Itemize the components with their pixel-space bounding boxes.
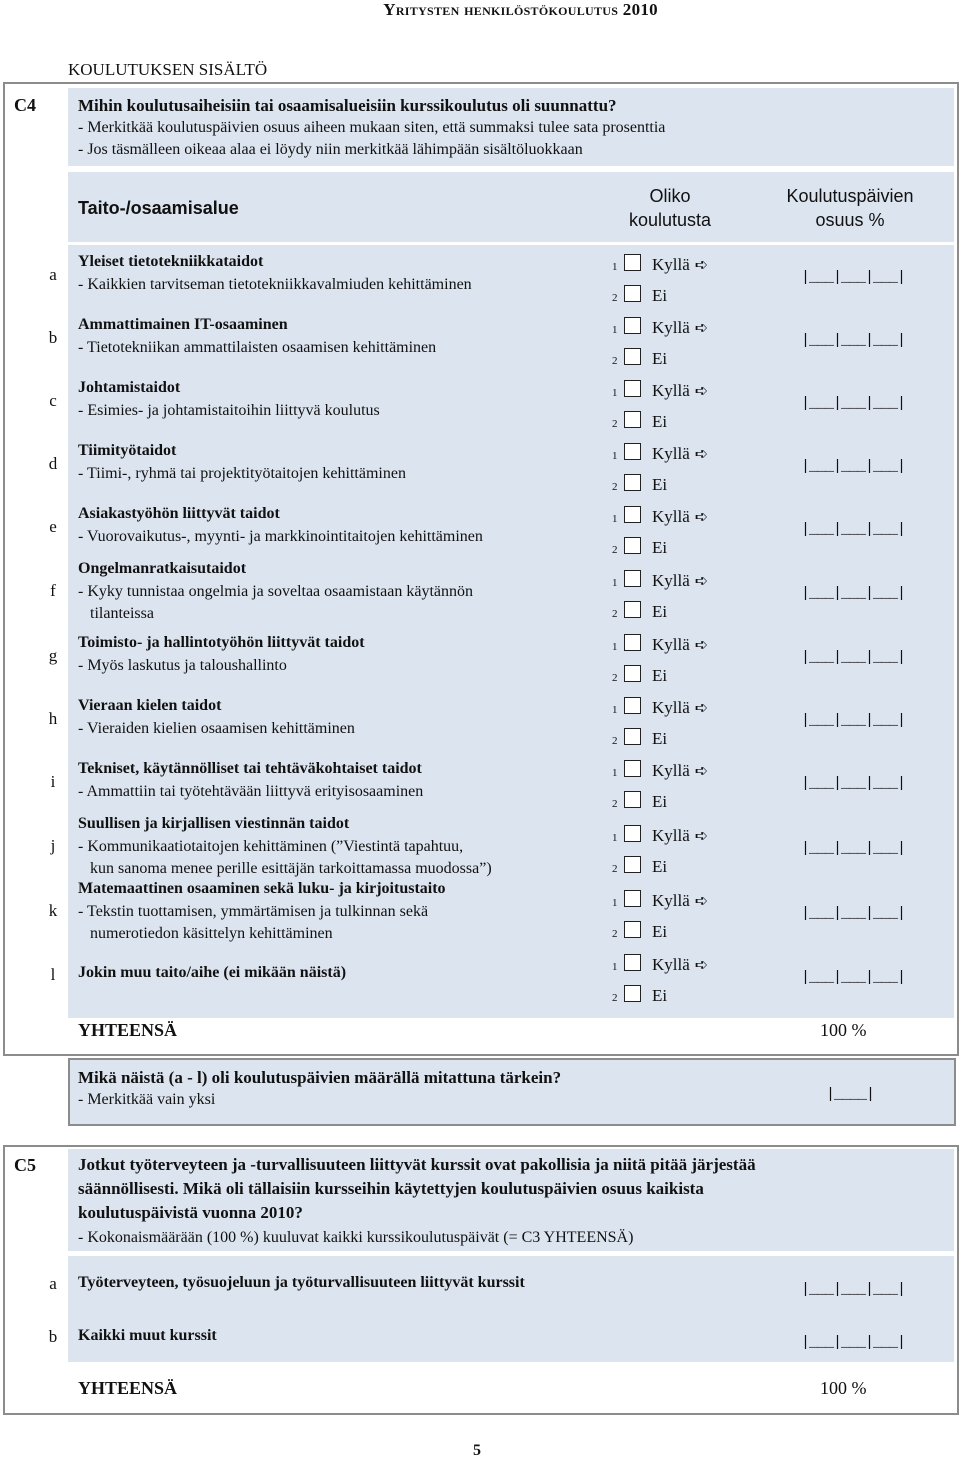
option-yes-label: Kyllä — [652, 507, 690, 526]
option-yes-label: Kyllä — [652, 955, 690, 974]
c5-row-title-b: Kaikki muut kurssit — [78, 1327, 217, 1344]
option-no-a[interactable] — [612, 285, 667, 309]
option-yes-j[interactable] — [612, 825, 708, 849]
row-desc-g: - Myös laskutus ja taloushallinto — [78, 657, 287, 674]
option-yes-c[interactable] — [612, 380, 708, 404]
col-header-had-line1: Oliko — [649, 186, 691, 206]
option-no-number: 2 — [612, 608, 618, 620]
option-yes-number: 1 — [612, 767, 618, 779]
c5-question-line2: säännöllisesti. Mikä oli tällaisiin kursseihin käytettyjen koulutuspäivien osuus kaikista — [78, 1179, 704, 1198]
option-no-label: Ei — [652, 349, 668, 368]
arrow-right-icon: ➪ — [694, 828, 709, 845]
option-no-label: Ei — [652, 286, 668, 305]
c5-row-letter-b: b — [48, 1327, 58, 1346]
row-letter-a: a — [49, 265, 57, 284]
c5-row-share-field-a[interactable]: |___|___|___| — [801, 1281, 906, 1298]
c4-note-1: - Merkitkää koulutuspäivien osuus aiheen mukaan siten, että summaksi tulee sata prosenttia — [78, 119, 666, 136]
row-letter-c: c — [49, 391, 57, 410]
c5-total-label: YHTEENSÄ — [78, 1378, 178, 1398]
option-no-number: 2 — [612, 798, 618, 810]
arrow-right-icon: ➪ — [694, 320, 709, 337]
page-number: 5 — [473, 1442, 481, 1459]
option-yes-number: 1 — [612, 450, 618, 462]
row-title-i: Tekniset, käytännölliset tai tehtäväkohtaiset taidot — [78, 760, 422, 777]
option-yes-number: 1 — [612, 641, 618, 653]
row-letter-g: g — [48, 646, 58, 665]
option-no-label: Ei — [652, 538, 668, 557]
row-title-h: Vieraan kielen taidot — [78, 697, 222, 714]
c5-row-title-a: Työterveyteen, työsuojeluun ja työturvallisuuteen liittyvät kurssit — [78, 1274, 525, 1291]
checkbox-no-e[interactable] — [624, 537, 641, 554]
checkbox-yes-f[interactable] — [624, 570, 641, 587]
c4-code: C4 — [14, 95, 36, 115]
option-yes-number: 1 — [612, 261, 618, 273]
checkbox-yes-h[interactable] — [624, 697, 641, 714]
checkbox-yes-i[interactable] — [624, 760, 641, 777]
option-yes-number: 1 — [612, 577, 618, 589]
checkbox-no-k[interactable] — [624, 921, 641, 938]
arrow-right-icon: ➪ — [694, 573, 709, 590]
row-letter-h: h — [48, 709, 58, 728]
option-no-l[interactable] — [612, 985, 667, 1009]
option-yes-number: 1 — [612, 324, 618, 336]
c4-question: Mihin koulutusaiheisiin tai osaamisalueisiin kurssikoulutus oli suunnattu? — [78, 96, 617, 115]
checkbox-yes-b[interactable] — [624, 317, 641, 334]
important-answer-field[interactable]: |____| — [826, 1086, 875, 1103]
option-yes-l[interactable] — [612, 954, 708, 978]
row-desc-f: - Kyky tunnistaa ongelmia ja soveltaa osaamistaan käytännön — [78, 583, 473, 600]
checkbox-no-i[interactable] — [624, 791, 641, 808]
option-yes-a[interactable] — [612, 254, 708, 278]
option-yes-label: Kyllä — [652, 444, 690, 463]
share-field-h[interactable]: |___|___|___| — [801, 712, 906, 729]
row-desc2-f: tilanteissa — [90, 605, 154, 622]
row-title-l: Jokin muu taito/aihe (ei mikään näistä) — [78, 964, 347, 981]
c4-total-label: YHTEENSÄ — [78, 1020, 178, 1040]
option-yes-label: Kyllä — [652, 891, 690, 910]
col-header-had — [600, 184, 740, 232]
option-no-j[interactable] — [612, 856, 667, 880]
arrow-right-icon: ➪ — [694, 509, 709, 526]
col-header-area: Taito-/osaamisalue — [78, 198, 239, 218]
checkbox-yes-l[interactable] — [624, 954, 641, 971]
checkbox-yes-e[interactable] — [624, 506, 641, 523]
option-yes-label: Kyllä — [652, 255, 690, 274]
share-field-k[interactable]: |___|___|___| — [801, 905, 906, 922]
option-no-label: Ei — [652, 986, 668, 1005]
option-no-k[interactable] — [612, 921, 667, 945]
checkbox-no-h[interactable] — [624, 728, 641, 745]
row-letter-i: i — [50, 772, 56, 791]
arrow-right-icon: ➪ — [694, 383, 709, 400]
option-no-g[interactable] — [612, 665, 667, 689]
section-title: KOULUTUKSEN SISÄLTÖ — [68, 60, 268, 79]
option-no-c[interactable] — [612, 411, 667, 435]
page-header-title: Yritysten henkilöstökoulutus 2010 — [383, 0, 658, 19]
option-no-h[interactable] — [612, 728, 667, 752]
option-no-number: 2 — [612, 928, 618, 940]
share-field-g[interactable]: |___|___|___| — [801, 649, 906, 666]
col-header-share — [760, 184, 940, 232]
option-no-label: Ei — [652, 475, 668, 494]
row-desc-c: - Esimies- ja johtamistaitoihin liittyvä koulutus — [78, 402, 380, 419]
option-no-label: Ei — [652, 729, 668, 748]
checkbox-yes-j[interactable] — [624, 825, 641, 842]
checkbox-no-d[interactable] — [624, 474, 641, 491]
checkbox-no-a[interactable] — [624, 285, 641, 302]
row-desc-d: - Tiimi-, ryhmä tai projektityötaitojen kehittäminen — [78, 465, 406, 482]
option-no-b[interactable] — [612, 348, 667, 372]
row-title-e: Asiakastyöhön liittyvät taidot — [78, 505, 280, 522]
col-header-share-line1: Koulutuspäivien — [786, 186, 914, 206]
option-no-number: 2 — [612, 672, 618, 684]
option-no-label: Ei — [652, 857, 668, 876]
row-desc-k: - Tekstin tuottamisen, ymmärtämisen ja tulkinnan sekä — [78, 903, 429, 920]
option-yes-number: 1 — [612, 961, 618, 973]
row-letter-e: e — [49, 517, 57, 536]
row-title-b: Ammattimainen IT-osaaminen — [78, 316, 288, 333]
col-header-had-line2: koulutusta — [628, 210, 712, 230]
c5-code: C5 — [14, 1155, 36, 1175]
row-letter-f: f — [50, 581, 56, 600]
checkbox-yes-k[interactable] — [624, 890, 641, 907]
c5-row-letter-a: a — [49, 1274, 57, 1293]
checkbox-yes-d[interactable] — [624, 443, 641, 460]
arrow-right-icon: ➪ — [694, 700, 709, 717]
option-yes-b[interactable] — [612, 317, 708, 341]
option-yes-number: 1 — [612, 704, 618, 716]
option-no-f[interactable] — [612, 601, 667, 625]
share-field-e[interactable]: |___|___|___| — [801, 521, 906, 538]
share-field-l[interactable]: |___|___|___| — [801, 969, 906, 986]
checkbox-no-b[interactable] — [624, 348, 641, 365]
option-no-number: 2 — [612, 544, 618, 556]
c5-total-value: 100 % — [820, 1378, 867, 1398]
arrow-right-icon: ➪ — [694, 957, 709, 974]
option-yes-i[interactable] — [612, 760, 708, 784]
checkbox-no-c[interactable] — [624, 411, 641, 428]
option-no-label: Ei — [652, 922, 668, 941]
checkbox-yes-g[interactable] — [624, 634, 641, 651]
row-desc-j: - Kommunikaatiotaitojen kehittäminen (”Viestintä tapahtuu, — [78, 838, 464, 855]
share-field-f[interactable]: |___|___|___| — [801, 585, 906, 602]
option-yes-label: Kyllä — [652, 826, 690, 845]
row-letter-b: b — [48, 328, 58, 347]
row-title-f: Ongelmanratkaisutaidot — [78, 560, 247, 577]
share-field-b[interactable]: |___|___|___| — [801, 332, 906, 349]
row-title-a: Yleiset tietotekniikkataidot — [78, 253, 264, 270]
option-yes-number: 1 — [612, 832, 618, 844]
option-yes-label: Kyllä — [652, 318, 690, 337]
option-no-number: 2 — [612, 735, 618, 747]
option-no-number: 2 — [612, 992, 618, 1004]
option-no-label: Ei — [652, 792, 668, 811]
checkbox-no-j[interactable] — [624, 856, 641, 873]
row-letter-l: l — [50, 965, 56, 984]
row-desc2-k: numerotiedon käsittelyn kehittäminen — [90, 925, 333, 942]
option-yes-k[interactable] — [612, 890, 708, 914]
share-field-i[interactable]: |___|___|___| — [801, 775, 906, 792]
c5-row-share-field-b[interactable]: |___|___|___| — [801, 1334, 906, 1351]
col-header-share-line2: osuus % — [815, 210, 885, 230]
option-no-number: 2 — [612, 292, 618, 304]
share-field-j[interactable]: |___|___|___| — [801, 840, 906, 857]
c4-note-2: - Jos täsmälleen oikeaa alaa ei löydy niin merkitkää lähimpään sisältöluokkaan — [78, 141, 583, 158]
option-yes-d[interactable] — [612, 443, 708, 467]
option-no-number: 2 — [612, 418, 618, 430]
row-title-c: Johtamistaidot — [78, 379, 181, 396]
row-desc-h: - Vieraiden kielien osaamisen kehittäminen — [78, 720, 355, 737]
option-yes-label: Kyllä — [652, 635, 690, 654]
option-no-number: 2 — [612, 355, 618, 367]
row-desc-i: - Ammattiin tai työtehtävään liittyvä erityisosaaminen — [78, 783, 424, 800]
option-no-i[interactable] — [612, 791, 667, 815]
c5-note: - Kokonaismäärään (100 %) kuuluvat kaikki kurssikoulutuspäivät (= C3 YHTEENSÄ) — [78, 1229, 634, 1246]
option-yes-g[interactable] — [612, 634, 708, 658]
share-field-c[interactable]: |___|___|___| — [801, 395, 906, 412]
option-no-number: 2 — [612, 481, 618, 493]
row-title-j: Suullisen ja kirjallisen viestinnän taidot — [78, 815, 350, 832]
row-letter-j: j — [50, 836, 56, 855]
checkbox-no-g[interactable] — [624, 665, 641, 682]
option-yes-label: Kyllä — [652, 761, 690, 780]
option-no-label: Ei — [652, 666, 668, 685]
option-yes-h[interactable] — [612, 697, 708, 721]
option-yes-number: 1 — [612, 387, 618, 399]
option-yes-number: 1 — [612, 897, 618, 909]
row-desc-e: - Vuorovaikutus-, myynti- ja markkinointitaitojen kehittäminen — [78, 528, 483, 545]
option-no-label: Ei — [652, 602, 668, 621]
share-field-d[interactable]: |___|___|___| — [801, 458, 906, 475]
row-title-d: Tiimityötaidot — [78, 442, 177, 459]
arrow-right-icon: ➪ — [694, 763, 709, 780]
c5-question-line1: Jotkut työterveyteen ja -turvallisuuteen liittyvät kurssit ovat pakollisia ja niitä pitää järjestää — [78, 1155, 756, 1174]
checkbox-no-f[interactable] — [624, 601, 641, 618]
option-yes-number: 1 — [612, 513, 618, 525]
option-yes-e[interactable] — [612, 506, 708, 530]
checkbox-yes-c[interactable] — [624, 380, 641, 397]
option-no-number: 2 — [612, 863, 618, 875]
important-question: Mikä näistä (a - l) oli koulutuspäivien määrällä mitattuna tärkein? — [78, 1068, 562, 1087]
row-title-g: Toimisto- ja hallintotyöhön liittyvät taidot — [78, 634, 365, 651]
row-desc-b: - Tietotekniikan ammattilaisten osaamisen kehittäminen — [78, 339, 437, 356]
c5-question-line3: koulutuspäivistä vuonna 2010? — [78, 1203, 303, 1222]
option-yes-label: Kyllä — [652, 698, 690, 717]
important-note: - Merkitkää vain yksi — [78, 1091, 216, 1108]
arrow-right-icon: ➪ — [694, 257, 709, 274]
arrow-right-icon: ➪ — [694, 637, 709, 654]
row-letter-k: k — [48, 901, 58, 920]
c4-total-value: 100 % — [820, 1020, 867, 1040]
row-title-k: Matemaattinen osaaminen sekä luku- ja kirjoitustaito — [78, 880, 446, 897]
option-no-e[interactable] — [612, 537, 667, 561]
option-yes-f[interactable] — [612, 570, 708, 594]
checkbox-yes-a[interactable] — [624, 254, 641, 271]
checkbox-no-l[interactable] — [624, 985, 641, 1002]
row-desc2-j: kun sanoma menee perille esittäjän tarkoittamassa muodossa”) — [90, 860, 492, 877]
option-yes-label: Kyllä — [652, 381, 690, 400]
share-field-a[interactable]: |___|___|___| — [801, 269, 906, 286]
option-no-d[interactable] — [612, 474, 667, 498]
row-letter-d: d — [48, 454, 58, 473]
row-desc-a: - Kaikkien tarvitseman tietotekniikkavalmiuden kehittäminen — [78, 276, 472, 293]
option-yes-label: Kyllä — [652, 571, 690, 590]
arrow-right-icon: ➪ — [694, 893, 709, 910]
option-no-label: Ei — [652, 412, 668, 431]
arrow-right-icon: ➪ — [694, 446, 709, 463]
